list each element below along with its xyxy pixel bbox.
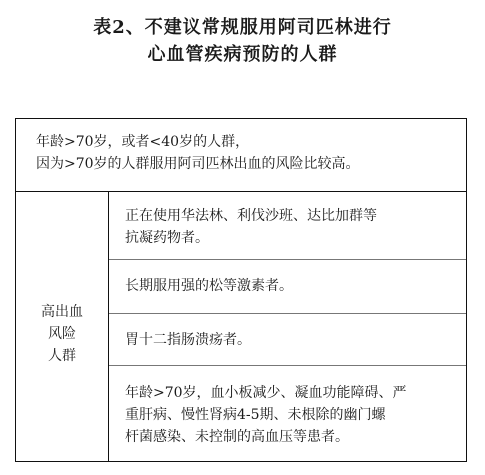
group-label-line-1: 高出血 (41, 303, 83, 320)
group-label-line-3: 人群 (48, 347, 76, 364)
title-line-2: 心血管疾病预防的人群 (147, 44, 338, 65)
row-text-line: 正在使用华法林、利伐沙班、达比加群等 (125, 208, 377, 224)
group-label (41, 301, 83, 367)
age-criteria-line-1: 年龄>70岁，或者<40岁的人群， (36, 134, 250, 150)
table-row-ulcer (109, 314, 466, 366)
table-row-other-conditions (109, 366, 466, 461)
table-row-anticoagulants (109, 192, 466, 260)
row-text-line: 抗凝药物者。 (125, 230, 209, 246)
row-text-line: 长期服用强的松等激素者。 (125, 278, 293, 294)
document-title (0, 14, 485, 68)
row-text-line: 胃十二指肠溃疡者。 (125, 332, 251, 348)
table-row-steroids (109, 260, 466, 314)
row-text-line: 年龄>70岁，血小板减少、凝血功能障碍、严 (125, 385, 407, 401)
row-text-line: 重肝病、慢性肾病4-5期、未根除的幽门螺 (125, 407, 386, 423)
title-line-1: 表2、不建议常规服用阿司匹林进行 (93, 17, 392, 38)
age-criteria-row (16, 119, 466, 192)
group-label-line-2: 风险 (48, 325, 76, 342)
group-label-cell (16, 192, 109, 461)
recommendation-table (15, 118, 467, 462)
age-criteria-line-2: 因为>70岁的人群服用阿司匹林出血的风险比较高。 (36, 156, 360, 172)
row-text-line: 杆菌感染、未控制的高血压等患者。 (125, 429, 349, 445)
